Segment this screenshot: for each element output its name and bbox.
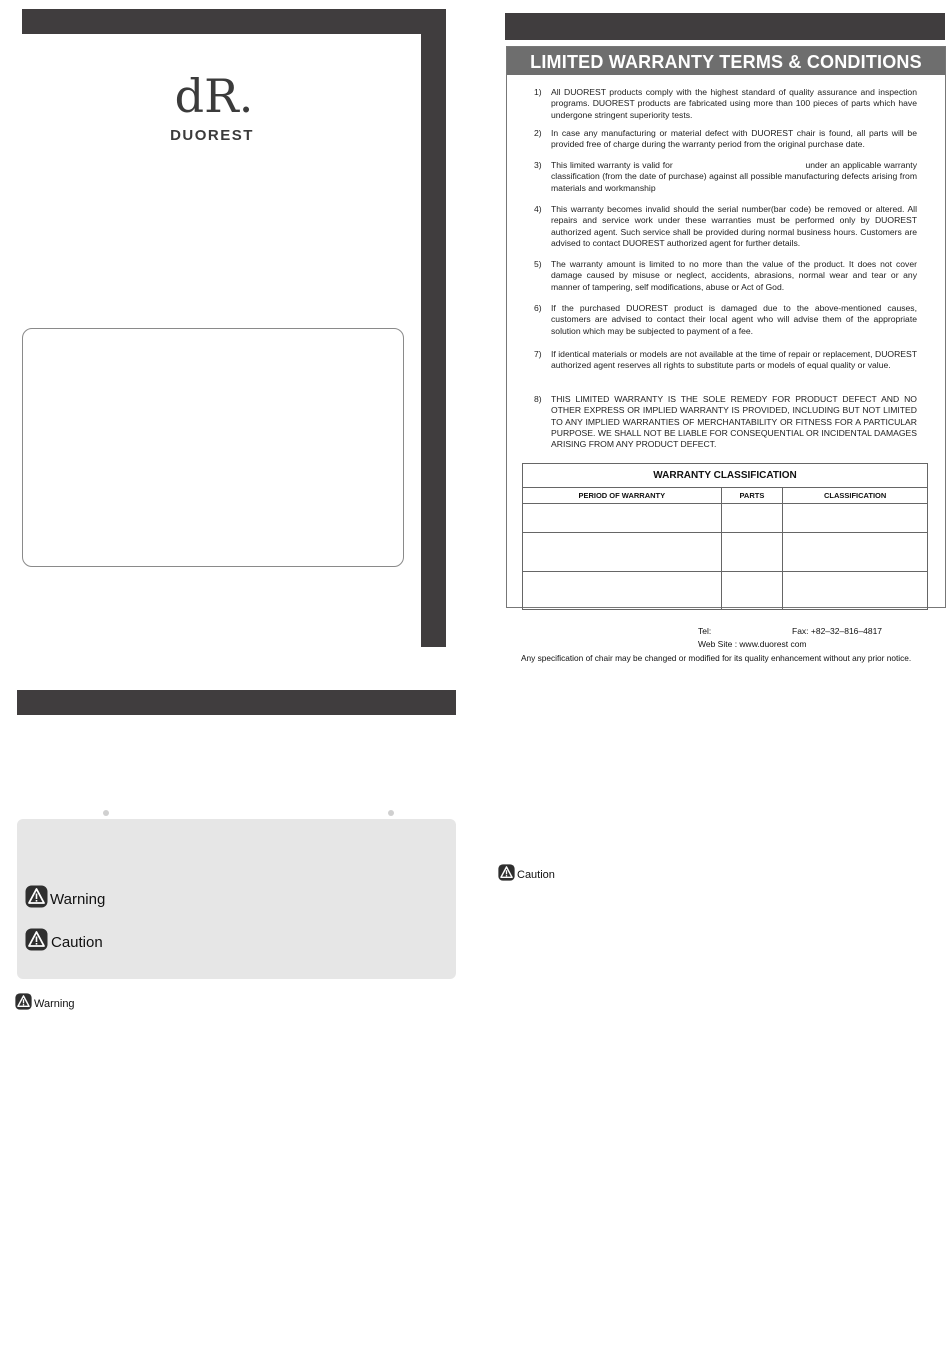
warranty-term-5 <box>534 259 917 293</box>
table-cell <box>721 533 783 572</box>
warning-small-badge <box>15 993 75 1015</box>
table-row <box>523 504 928 533</box>
warranty-term-1 <box>534 87 917 121</box>
term-text: If identical materials or models are not available at the time of repair or replacement, DUOREST authorized agent reserves all rights to substitute parts or models of equal quality or value. <box>551 349 917 371</box>
table-header-classification: CLASSIFICATION <box>783 488 928 504</box>
caution-label: Caution <box>51 933 103 951</box>
bullet-dot-left <box>103 810 109 816</box>
warranty-term-7 <box>534 349 917 372</box>
warranty-header-bar <box>505 13 945 40</box>
warranty-classification-table <box>522 463 928 610</box>
term-number: 7) <box>534 349 542 359</box>
cover-top-bar <box>22 9 446 34</box>
term-text: This limited warranty is valid for under an applicable warranty classification (from the date of purchase) against all possible manufacturing defects arising from materials and workmanship <box>551 160 920 193</box>
caution-small-label: Caution <box>517 869 555 881</box>
warning-label: Warning <box>50 890 106 908</box>
table-cell <box>523 504 722 533</box>
term-text: In case any manufacturing or material defect with DUOREST chair is found, all parts will be provided free of charge during the warranty period from the original purchase date. <box>551 128 917 150</box>
cover-side-bar <box>421 9 446 647</box>
caution-triangle-icon <box>25 928 48 956</box>
term-number: 4) <box>534 204 542 214</box>
warning-triangle-icon <box>25 885 48 913</box>
bullet-dot-right <box>388 810 394 816</box>
warning-badge <box>25 885 105 913</box>
term-number: 8) <box>534 394 542 404</box>
table-cell <box>783 533 928 572</box>
term-number: 5) <box>534 259 542 269</box>
table-header-parts: PARTS <box>721 488 783 504</box>
term-text: This warranty becomes invalid should the serial number(bar code) be removed or altered. All repairs and service work under these warranties must be performed only by DUOREST authorized agent. Such service shall be provided during normal business hours. Customers are advised to contact DUOREST authorized agent for further details. <box>551 204 917 248</box>
warranty-term-3 <box>534 160 920 194</box>
table-cell <box>721 504 783 533</box>
cover-info-box <box>22 328 404 567</box>
table-cell <box>523 533 722 572</box>
term-number: 6) <box>534 303 542 313</box>
warranty-term-8 <box>534 394 917 450</box>
term-text: All DUOREST products comply with the highest standard of quality assurance and inspection programs. DUOREST products are fabricated using more than 100 pieces of parts which have undergone stringent superiority tests. <box>551 87 917 120</box>
warning-small-icon <box>15 993 32 1015</box>
warranty-term-4 <box>534 204 917 249</box>
table-cell <box>721 572 783 610</box>
table-cell <box>783 504 928 533</box>
term-number: 1) <box>534 87 542 97</box>
caution-small-badge <box>498 864 555 886</box>
spec-change-notice: Any specification of chair may be changed or modified for its quality enhancement without any prior notice. <box>521 653 912 663</box>
term-text: If the purchased DUOREST product is damaged due to the above-mentioned causes, customers are advised to contact their local agent who will advise them of the appropriate solution which may be subjected to payment of a fee. <box>551 303 917 336</box>
brand-logo-name: DUOREST <box>170 127 254 144</box>
brand-logo-mark: dR. <box>174 69 254 123</box>
table-cell <box>783 572 928 610</box>
contact-tel: Tel: <box>698 626 712 636</box>
table-row <box>523 572 928 610</box>
term-number: 2) <box>534 128 542 138</box>
table-header-period: PERIOD OF WARRANTY <box>523 488 722 504</box>
caution-badge <box>25 928 103 956</box>
warranty-term-2 <box>534 128 917 151</box>
table-cell <box>523 572 722 610</box>
warning-small-label: Warning <box>34 998 75 1010</box>
contact-fax: Fax: +82–32–816–4817 <box>792 626 883 636</box>
table-caption: WARRANTY CLASSIFICATION <box>523 464 928 488</box>
table-row <box>523 533 928 572</box>
warranty-title: LIMITED WARRANTY TERMS & CONDITIONS <box>507 47 945 75</box>
term-text: THIS LIMITED WARRANTY IS THE SOLE REMEDY FOR PRODUCT DEFECT AND NO OTHER EXPRESS OR IMPLIED WARRANTY IS PROVIDED, INCLUDING BUT NOT LIMITED TO ANY IMPLIED WARRANTIES OF MERCHANTABILITY OR FITNESS FOR A PARTICULAR PURPOSE. WE SHALL NOT BE LIABLE FOR CONSEQUENTIAL OR INCIDENTAL DAMAGES ARISING FROM ANY PRODUCT DEFECT. <box>551 394 917 450</box>
safety-header-bar <box>17 690 456 715</box>
term-number: 3) <box>534 160 542 170</box>
caution-small-icon <box>498 864 515 886</box>
warranty-term-6 <box>534 303 917 337</box>
term-text: The warranty amount is limited to no more than the value of the product. It does not cover damage caused by misuse or neglect, accidents, abrasions, normal wear and tear or any manner of tampering, self modifications, abuse or Act of God. <box>551 259 917 292</box>
contact-website: Web Site : www.duorest com <box>698 639 807 649</box>
